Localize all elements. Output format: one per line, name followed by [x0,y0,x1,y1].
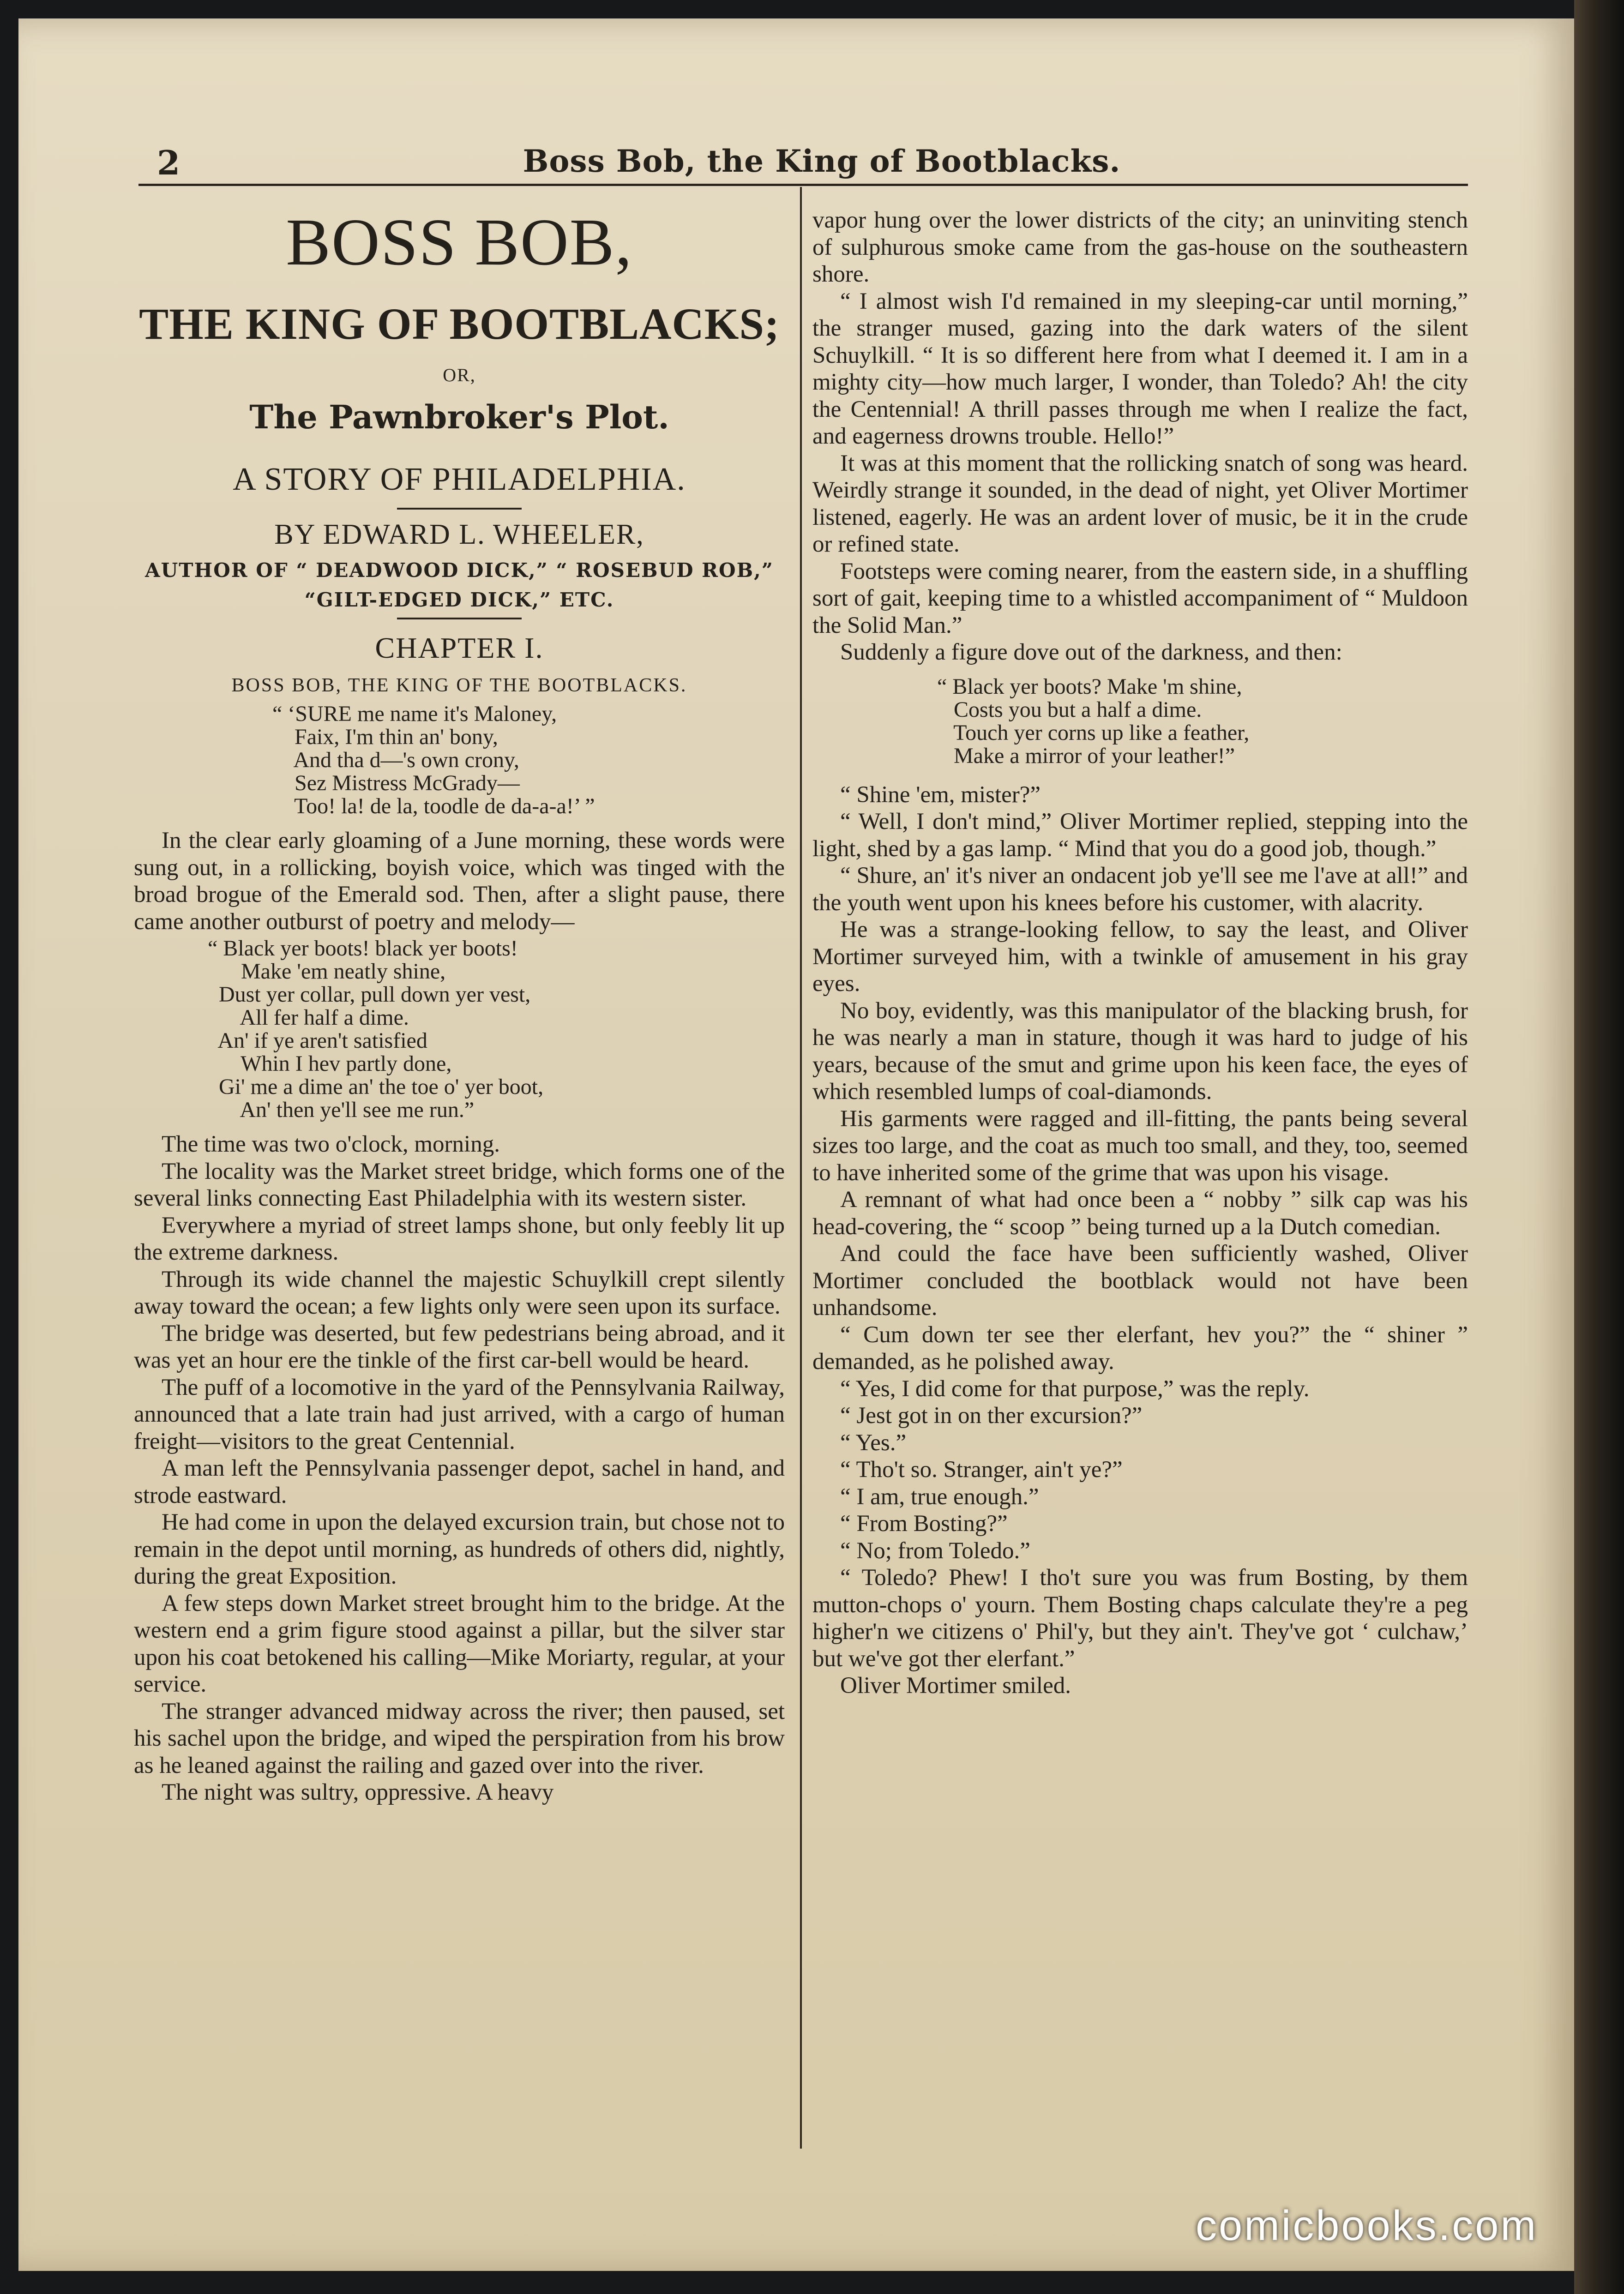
paragraph: A man left the Pennsylvania passenger depot, sachel in hand, and strode eastward. [134,1455,785,1508]
verse-line: Whin I hev partly done, [208,1051,452,1076]
paragraph: The puff of a locomotive in the yard of the Pennsylvania Railway, announced that a late train had just arrived, with a cargo of human freight—visitors to the great Centennial. [134,1374,785,1454]
paragraph: He was a strange-looking fellow, to say the least, and Oliver Mortimer surveyed him, with a twinkle of amusement in his gray eyes. [812,917,1468,997]
title-or: OR, [443,365,476,385]
verse-line: All fer half a dime. [208,1005,409,1030]
running-head [157,143,1486,185]
title-divider [397,508,522,510]
paragraph: “ Yes.” [840,1429,907,1456]
paragraph: “ I am, true enough.” [840,1483,1039,1510]
paragraph: The stranger advanced midway across the river; then paused, set his sachel upon the bridge, and wiped the perspiration from his brow as he leaned against the railing and gazed over into the river. [134,1698,785,1778]
column-divider [800,187,802,2149]
paragraph: Oliver Mortimer smiled. [840,1673,1071,1699]
page-number: 2 [157,143,180,182]
paragraph: “ I almost wish I'd remained in my sleeping-car until morning,” the stranger mused, gazing into the dark waters of the silent Schuylkill. “ It is so different here from what I deemed it. I am in a mighty city—how much larger, I wonder, than Toledo? Ah! the city the Centennial! A thrill passes through me when I realize the fact, and eagerness drowns trouble. Hello!” [812,288,1468,449]
paragraph: “ From Bosting?” [840,1511,1008,1537]
right-column [812,207,1468,1699]
author-credits: AUTHOR OF “ DEADWOOD DICK,” “ ROSEBUD ROB,” “GILT-EDGED DICK,” ETC. [145,559,774,611]
song-verse [134,937,785,1122]
verse-line: Gi' me a dime an' the toe o' yer boot, [208,1075,544,1099]
paragraph: Everywhere a myriad of street lamps shone, but only feebly lit up the extreme darkness. [134,1212,785,1265]
paragraph: In the clear early gloaming of a June morning, these words were sung out, in a rollicking, boyish voice, which was tinged with the broad brogue of the Emerald sod. Then, after a slight pause, there came another outburst of poetry and melody— [134,828,785,935]
byline: BY EDWARD L. WHEELER, [274,519,644,550]
verse-line: Faix, I'm thin an' bony, [272,725,498,749]
paragraph: The night was sultry, oppressive. A heavy [162,1779,554,1805]
paragraph: “ Cum down ter see ther elerfant, hev you?” the “ shiner ” demanded, as he polished away. [812,1321,1468,1375]
paragraph: “ Shine 'em, mister?” [840,781,1041,808]
paragraph: A remnant of what had once been a “ nobby ” silk cap was his head-covering, the “ scoop ” being turned up a la Dutch comedian. [812,1187,1468,1240]
paragraph: It was at this moment that the rollicking snatch of song was heard. Weirdly strange it sounded, in the dead of night, yet Oliver Mortimer listened, eagerly. He was an ardent lover of music, be it in the crude or refined state. [812,450,1468,557]
verse-line: Too! la! de la, toodle de da-a-a!’ ” [272,794,595,818]
paragraph: He had come in upon the delayed excursion train, but chose not to remain in the depot until morning, as hundreds of others did, nightly, during the great Exposition. [134,1509,785,1589]
chapter-title: BOSS BOB, THE KING OF THE BOOTBLACKS. [231,675,687,696]
verse-line: Sez Mistress McGrady— [272,771,520,795]
paragraph: “ Well, I don't mind,” Oliver Mortimer replied, stepping into the light, shed by a gas lamp. “ Mind that you do a good job, though.” [812,809,1468,862]
verse-line: “ Black yer boots! black yer boots! [208,936,518,961]
page-header-title: Boss Bob, the King of Bootblacks. [523,143,1121,179]
paragraph: And could the face have been sufficiently washed, Oliver Mortimer concluded the bootblack would not have been unhandsome. [812,1241,1468,1321]
paragraph: Footsteps were coming nearer, from the eastern side, in a shuffling sort of gait, keeping time to a whistled accompaniment of “ Muldoon the Solid Man.” [812,558,1468,638]
paragraph: The time was two o'clock, morning. [162,1131,500,1157]
verse-line: “ Black yer boots? Make 'm shine, [937,674,1242,699]
paragraph: “ No; from Toledo.” [840,1537,1030,1564]
paragraph: His garments were ragged and ill-fitting, the pants being several sizes too large, and the coat as much too small, and they, too, seemed to have inherited some of the grime that was upon his visage. [812,1105,1468,1186]
verse-line: Touch yer corns up like a feather, [937,720,1250,745]
paragraph: A few steps down Market street brought him to the bridge. At the western end a grim figure stood against a pillar, but the silver star upon his coat betokened his calling—Mike Moriarty, regular, at your service. [134,1590,785,1697]
song-verse [134,703,785,818]
verse-line: “ ‘SURE me name it's Maloney, [272,702,557,726]
verse-line: And tha d—'s own crony, [272,748,519,772]
paragraph: “ Yes, I did come for that purpose,” was the reply. [840,1375,1310,1402]
story-title: BOSS BOB, [286,205,633,279]
verse-line: An' if ye aren't satisfied [208,1028,427,1053]
song-verse [812,675,1468,768]
paragraph: The locality was the Market street bridge, which forms one of the several links connecting East Philadelphia with its western sister. [134,1158,785,1211]
binding-spine [1574,0,1624,2294]
story-subtitle: THE KING OF BOOTBLACKS; [139,299,780,348]
paragraph: Suddenly a figure dove out of the darkness, and then: [840,639,1342,665]
watermark: comicbooks.com [1196,2202,1538,2249]
story-of-line: A STORY OF PHILADELPHIA. [233,462,686,497]
verse-line: Dust yer collar, pull down yer vest, [208,982,531,1007]
paragraph: “ Shure, an' it's niver an ondacent job ye'll see me l'ave at all!” and the youth went upon his knees before his customer, with alacrity. [812,863,1468,916]
left-column [134,203,785,1806]
paragraph: vapor hung over the lower districts of the city; an uninviting stench of sulphurous smoke came from the gas-house on the southeastern shore. [812,207,1468,287]
verse-line: Costs you but a half a dime. [937,697,1202,722]
paragraph: The bridge was deserted, but few pedestrians being abroad, and it was yet an hour ere the tinkle of the first car-bell would be heard. [134,1320,785,1373]
paragraph: “ Tho't so. Stranger, ain't ye?” [840,1457,1123,1483]
paragraph: No boy, evidently, was this manipulator of the blacking brush, for he was nearly a man in stature, though it was hard to judge of his years, because of the smut and grime upon his keen face, the eyes of which resembled lumps of coal-diamonds. [812,997,1468,1105]
chapter-heading: CHAPTER I. [375,631,544,664]
paragraph: “ Toledo? Phew! I tho't sure you was frum Bosting, by them mutton-chops o' yourn. Them Bosting chaps calculate they're a peg higher'n we citizens o' Phil'y, but they ain't. They've got ‘ culchaw,’ but we've got ther elerfant.” [812,1565,1468,1672]
story-alt-title: The Pawnbroker's Plot. [249,398,669,436]
paragraph: “ Jest got in on ther excursion?” [840,1403,1143,1429]
verse-line: An' then ye'll see me run.” [208,1098,475,1122]
chapter-divider [397,618,522,619]
paragraph: Through its wide channel the majestic Schuylkill crept silently away toward the ocean; a few lights only were seen upon its surface. [134,1266,785,1319]
verse-line: Make a mirror of your leather!” [937,743,1235,768]
header-rule [138,184,1468,186]
verse-line: Make 'em neatly shine, [208,959,446,984]
